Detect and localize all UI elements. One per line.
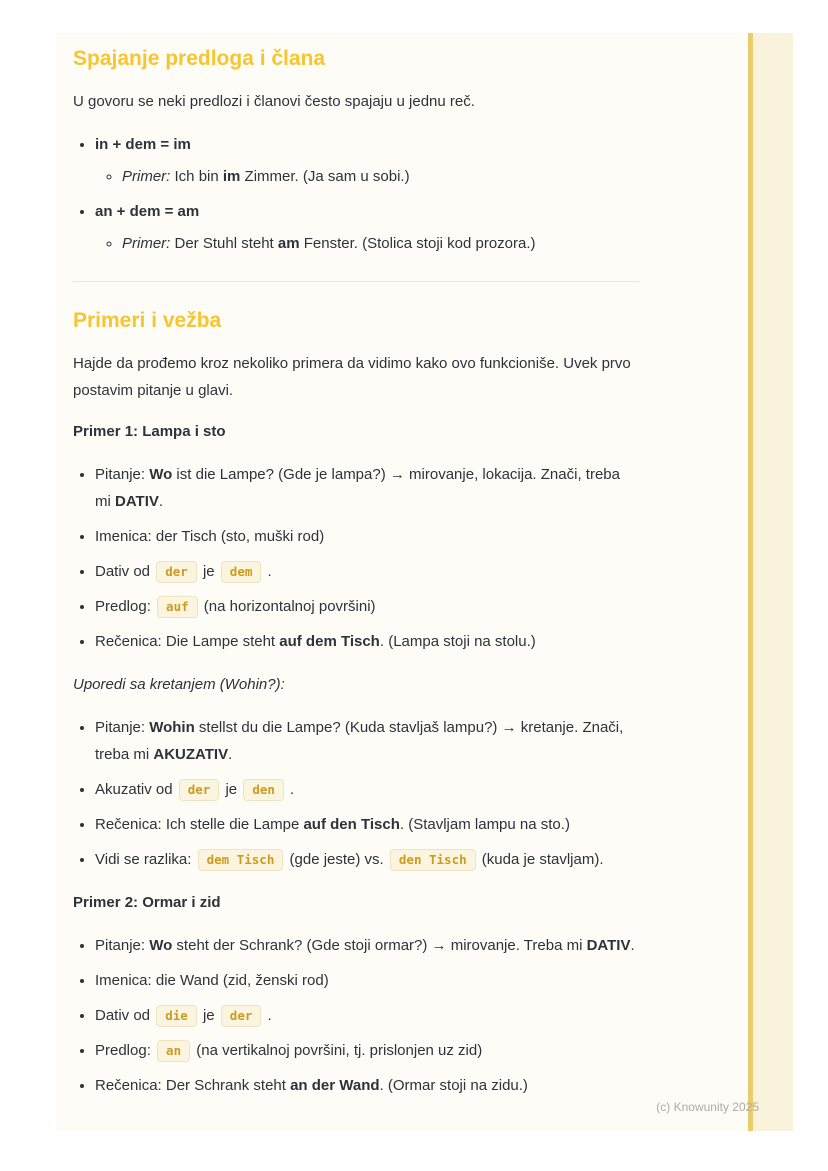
text-segment: in + dem = im [95, 136, 191, 153]
copyright-notice: (c) Knowunity 2025 [656, 1100, 759, 1114]
text-segment: Rečenica: Der Schrank steht [95, 1077, 291, 1094]
text-segment: Ich bin [170, 168, 223, 185]
text-segment: Hajde da prođemo kroz nekoliko primera da vidimo kako ovo funkcioniše. Uvek prvo postavim pitanje u glavi. [73, 355, 631, 399]
text-segment: (na vertikalnoj površini, tj. prislonjen uz zid) [192, 1042, 483, 1059]
text-segment: Dativ od [95, 1007, 155, 1024]
text-segment: Rečenica: Ich stelle die Lampe [95, 816, 304, 833]
inline-code: den Tisch [390, 849, 476, 871]
example-2-list [73, 932, 639, 1099]
text-segment: je [198, 1007, 219, 1024]
text-segment: . [263, 563, 272, 580]
list-item [95, 593, 639, 620]
text-segment: auf den Tisch [303, 816, 400, 833]
comparison-list [73, 714, 639, 873]
inline-code: der [221, 1005, 262, 1027]
hr [73, 281, 639, 282]
intro-paragraph [73, 88, 639, 115]
text-segment: Wo [149, 466, 173, 483]
list-item [95, 131, 639, 190]
side-panel [753, 33, 793, 1131]
sub-list-item [122, 163, 639, 190]
text-segment: auf dem Tisch [279, 633, 380, 650]
text-segment: . [263, 1007, 272, 1024]
document-content [73, 33, 639, 1115]
inline-code: der [179, 779, 220, 801]
text-segment: stellst du die Lampe? (Kuda stavljaš lampu?) → kretanje. Znači, treba mi [95, 719, 624, 763]
text-segment: Wohin [149, 719, 195, 736]
list-item [95, 1072, 639, 1099]
text-segment: Fenster. (Stolica stoji kod prozora.) [299, 235, 536, 252]
inline-code: dem [221, 561, 262, 583]
list-item [95, 967, 639, 994]
list-item [95, 628, 639, 655]
text-segment: Predlog: [95, 598, 156, 615]
document-page [56, 33, 793, 1131]
text-segment: steht der Schrank? (Gde stoji ormar?) → mirovanje. Treba mi [172, 937, 587, 954]
text-segment: je [198, 563, 219, 580]
text-segment: Imenica: die Wand (zid, ženski rod) [95, 972, 329, 989]
text-segment: (gde jeste) vs. [285, 851, 388, 868]
list-item [95, 461, 639, 515]
example-1-title [73, 418, 639, 445]
examples-intro-paragraph [73, 350, 639, 404]
sub-bullet-list [95, 230, 639, 257]
sub-bullet-list [95, 163, 639, 190]
text-segment: Der Stuhl steht [170, 235, 278, 252]
list-item [95, 714, 639, 768]
text-segment: . (Ormar stoji na zidu.) [379, 1077, 528, 1094]
text-segment: DATIV [115, 493, 159, 510]
text-segment: Rečenica: Die Lampe steht [95, 633, 280, 650]
text-segment: . (Stavljam lampu na sto.) [399, 816, 570, 833]
text-segment: (kuda je stavljam). [477, 851, 604, 868]
text-segment: Zimmer. (Ja sam u sobi.) [240, 168, 410, 185]
text-segment: (na horizontalnoj površini) [199, 598, 376, 615]
section-heading-primeri: Primeri i vežba [73, 309, 222, 332]
text-segment: . [285, 781, 295, 798]
list-item [95, 1002, 639, 1029]
section-heading-spajanje: Spajanje predloga i člana [73, 47, 326, 70]
example-2-title [73, 889, 639, 916]
text-segment: . [158, 493, 164, 510]
text-segment: Pitanje: [95, 937, 150, 954]
text-segment: Uporedi sa kretanjem (Wohin?): [73, 676, 285, 693]
text-segment: am [277, 235, 300, 252]
sub-list-item [122, 230, 639, 257]
inline-code: den [243, 779, 284, 801]
example-1-list [73, 461, 639, 655]
text-segment: . [228, 746, 233, 763]
text-segment: Primer 2: Ormar i zid [73, 894, 221, 911]
list-item [95, 776, 639, 803]
text-segment: Dativ od [95, 563, 155, 580]
text-segment: Pitanje: [95, 466, 150, 483]
text-segment: im [222, 168, 241, 185]
list-item [95, 932, 639, 959]
text-segment: Wo [149, 937, 173, 954]
list-item [95, 523, 639, 550]
text-segment: an + dem = am [95, 203, 200, 220]
inline-code: die [156, 1005, 197, 1027]
text-segment: an der Wand [290, 1077, 380, 1094]
text-segment: Primer: [122, 168, 171, 185]
text-segment: Pitanje: [95, 719, 150, 736]
list-item [95, 1037, 639, 1064]
text-segment: Vidi se razlika: [95, 851, 196, 868]
text-segment: U govoru se neki predlozi i članovi često spajaju u jednu reč. [73, 93, 475, 110]
text-segment: Primer: [122, 235, 171, 252]
text-segment: DATIV [586, 937, 631, 954]
list-item [95, 846, 639, 873]
contractions-list [73, 131, 639, 257]
inline-code: dem Tisch [198, 849, 284, 871]
text-segment: Imenica: der Tisch (sto, muški rod) [95, 528, 325, 545]
inline-code: an [157, 1040, 190, 1062]
inline-code: auf [157, 596, 198, 618]
text-segment: . [630, 937, 635, 954]
text-segment: . (Lampa stoji na stolu.) [379, 633, 536, 650]
list-item [95, 811, 639, 838]
text-segment: Primer 1: Lampa i sto [73, 423, 226, 440]
text-segment: Predlog: [95, 1042, 156, 1059]
list-item [95, 198, 639, 257]
comparison-note [73, 671, 639, 698]
text-segment: je [221, 781, 242, 798]
text-segment: Akuzativ od [95, 781, 177, 798]
inline-code: der [156, 561, 197, 583]
text-segment: ist die Lampe? (Gde je lampa?) → mirovanje, lokacija. Znači, treba mi [95, 466, 620, 510]
list-item [95, 558, 639, 585]
text-segment: AKUZATIV [153, 746, 229, 763]
